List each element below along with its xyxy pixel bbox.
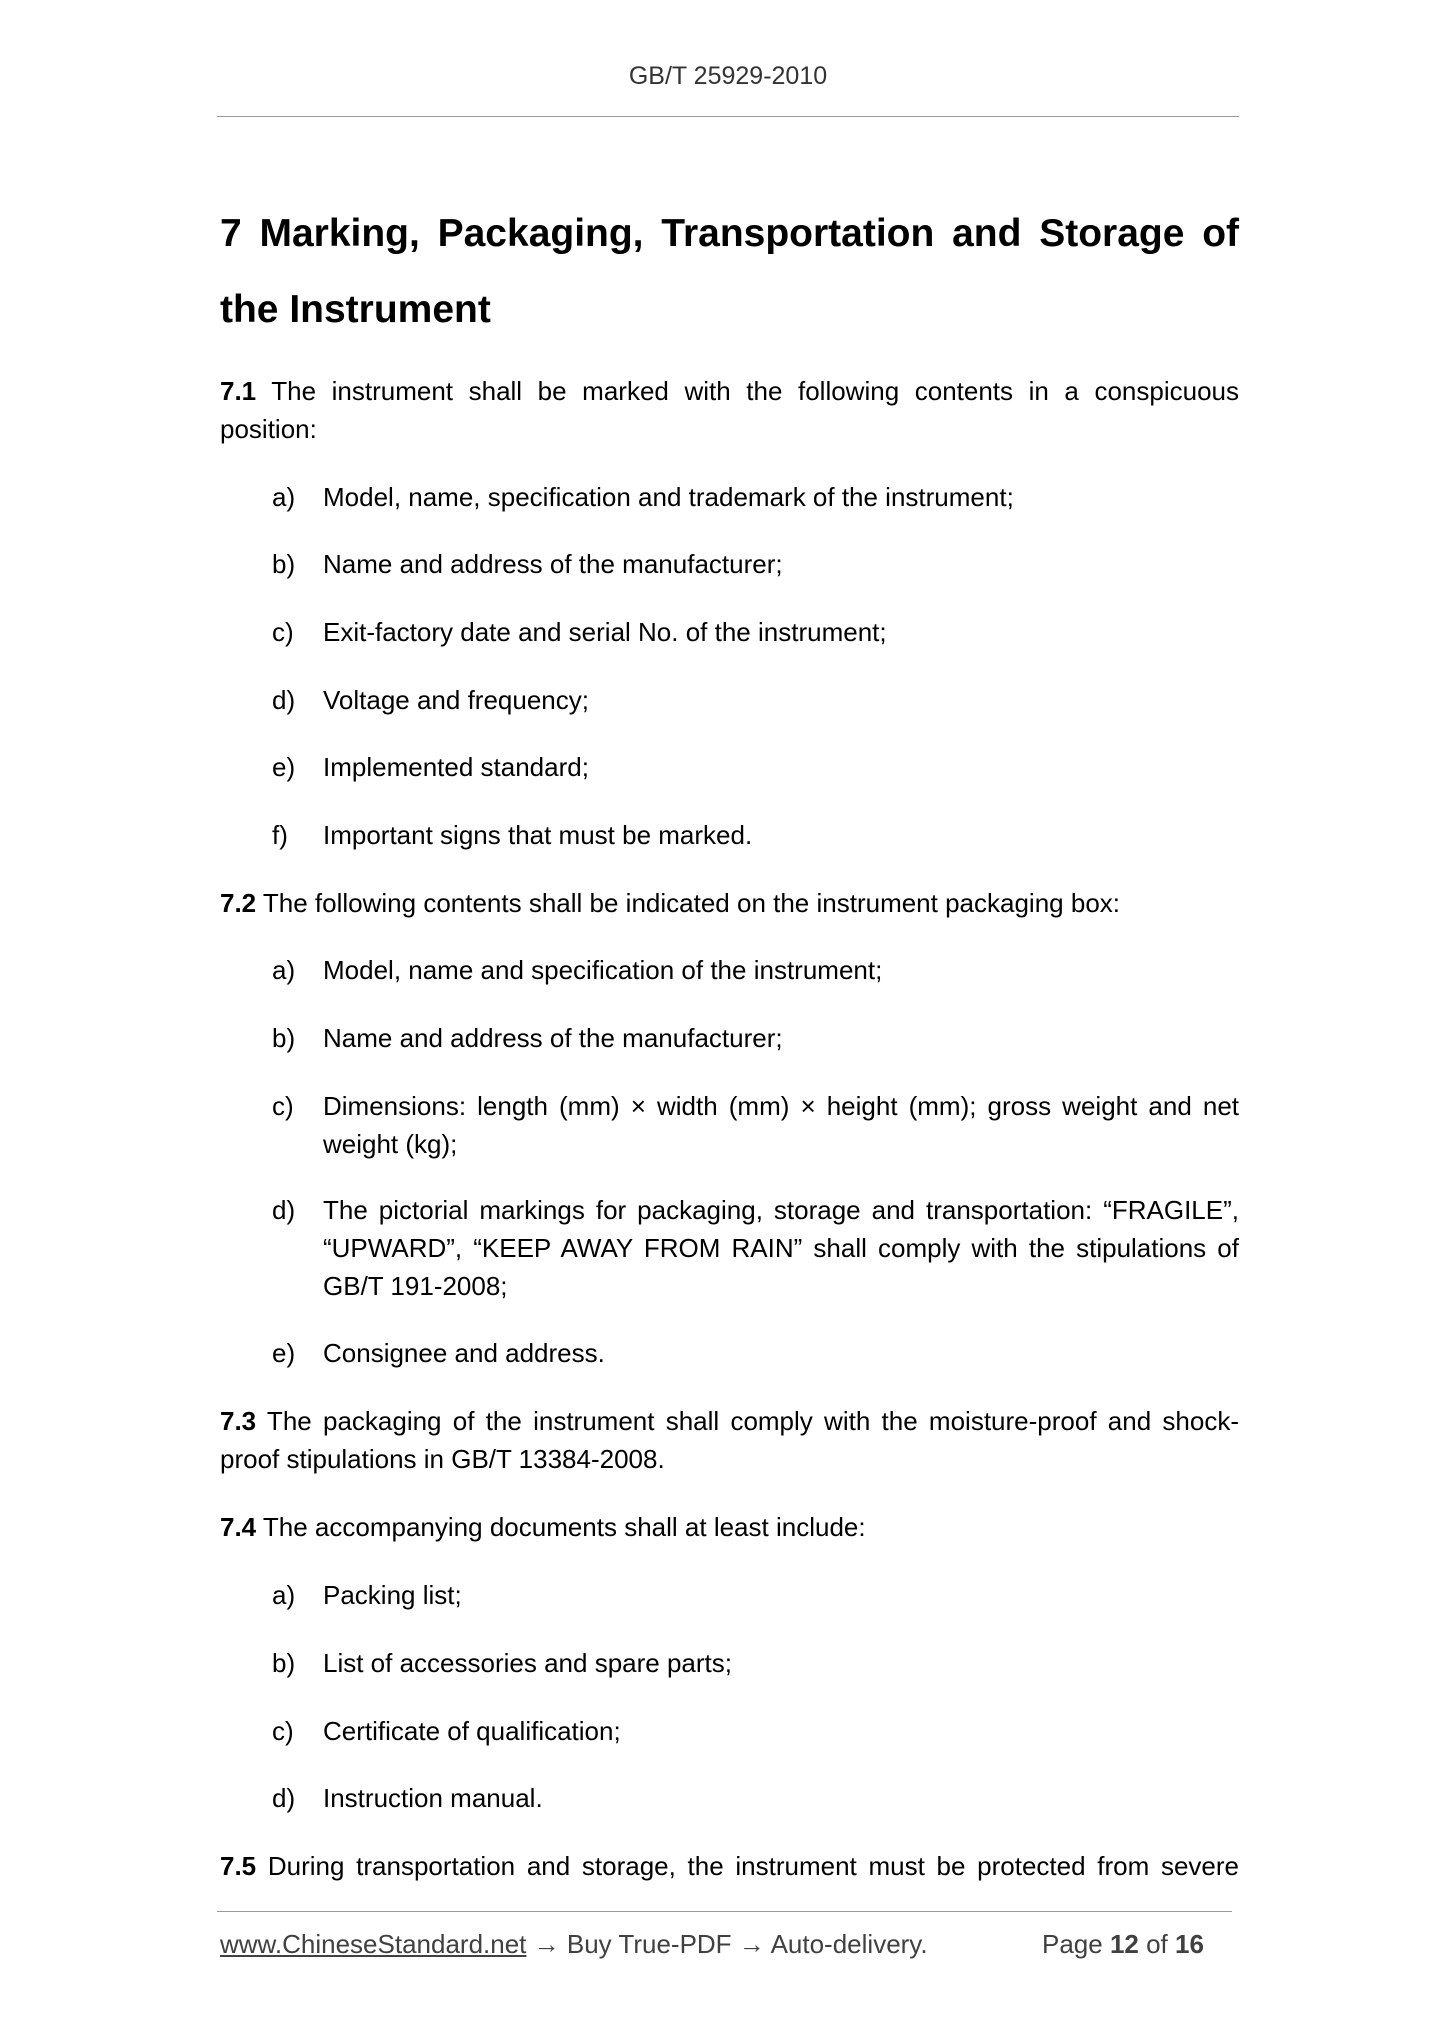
page-indicator [1042,1929,1204,1960]
list-label: a) [272,482,296,512]
header-divider [217,116,1239,117]
section-title-line2: the Instrument [220,288,491,331]
clause-text: During transportation and storage, the instrument must be protected from severe [256,1851,1239,1881]
list-text: Instruction manual. [323,1783,543,1813]
list-label: a) [272,955,296,985]
list-label: d) [272,1195,296,1225]
website-link[interactable]: www.ChineseStandard.net [220,1929,527,1959]
clause-number: 7.5 [220,1851,257,1881]
page-of: of [1138,1929,1176,1959]
list-label: c) [272,1091,294,1121]
clause-7-5 [220,1847,1239,1885]
clause-text: The accompanying documents shall at least include: [256,1512,866,1542]
clause-number: 7.2 [220,888,257,918]
list-item [272,1334,1239,1372]
list-item [272,681,1239,719]
list-label: b) [272,1648,296,1678]
list-item [272,1779,1239,1817]
clause-number: 7.4 [220,1512,257,1542]
list-item [272,1191,1239,1305]
footer-promo-text: → Buy True-PDF → Auto-delivery. [526,1929,928,1959]
current-page-number: 12 [1109,1929,1139,1959]
list-text: Exit-factory date and serial No. of the instrument; [323,617,887,647]
clause-text: The following contents shall be indicated on the instrument packaging box: [256,888,1120,918]
document-code-header: GB/T 25929-2010 [628,62,828,90]
list-label: a) [272,1580,296,1610]
list-text: The pictorial markings for packaging, storage and transportation: “FRAGILE”, “UPWARD”, “KEEP AWAY FROM RAIN” shall comply with the stipulations of GB/T 191-2008; [323,1195,1239,1301]
list-item [272,613,1239,651]
list-text: Model, name and specification of the instrument; [323,955,883,985]
list-text: Packing list; [323,1580,462,1610]
total-page-count: 16 [1175,1929,1204,1959]
clause-7-1 [220,372,1239,448]
clause-7-3 [220,1402,1239,1478]
clause-number: 7.1 [220,376,257,406]
list-text: Important signs that must be marked. [323,820,753,850]
list-item [272,1712,1239,1750]
list-label: b) [272,549,296,579]
list-text: Dimensions: length (mm) × width (mm) × height (mm); gross weight and net weight (kg); [323,1091,1239,1159]
list-label: e) [272,752,296,782]
list-item [272,951,1239,989]
list-text: Consignee and address. [323,1338,605,1368]
clause-number: 7.3 [220,1406,257,1436]
list-text: Certificate of qualification; [323,1716,621,1746]
list-text: Implemented standard; [323,752,589,782]
list-label: d) [272,685,296,715]
list-text: Voltage and frequency; [323,685,589,715]
clause-7-4 [220,1508,1239,1546]
page-prefix: Page [1042,1929,1110,1959]
list-item [272,545,1239,583]
list-label: f) [272,820,288,850]
list-item [272,478,1239,516]
clause-text: The instrument shall be marked with the following contents in a conspicuous position: [220,376,1239,444]
list-label: c) [272,1716,294,1746]
section-title [220,196,1239,348]
list-label: e) [272,1338,296,1368]
list-item [272,1019,1239,1057]
clause-text: The packaging of the instrument shall comply with the moisture-proof and shock-proof stipulations in GB/T 13384-2008. [220,1406,1239,1474]
list-text: Name and address of the manufacturer; [323,1023,783,1053]
list-item [272,1087,1239,1163]
section-title-line1: 7 Marking, Packaging, Transportation and Storage of [220,212,1239,255]
list-item [272,748,1239,786]
list-item [272,816,1239,854]
list-item [272,1644,1239,1682]
page-footer [220,1929,1232,1960]
clause-7-2 [220,884,1239,922]
list-text: Model, name, specification and trademark of the instrument; [323,482,1014,512]
list-item [272,1576,1239,1614]
footer-divider [217,1911,1232,1912]
list-label: d) [272,1783,296,1813]
list-text: Name and address of the manufacturer; [323,549,783,579]
list-label: b) [272,1023,296,1053]
list-label: c) [272,617,294,647]
list-text: List of accessories and spare parts; [323,1648,732,1678]
